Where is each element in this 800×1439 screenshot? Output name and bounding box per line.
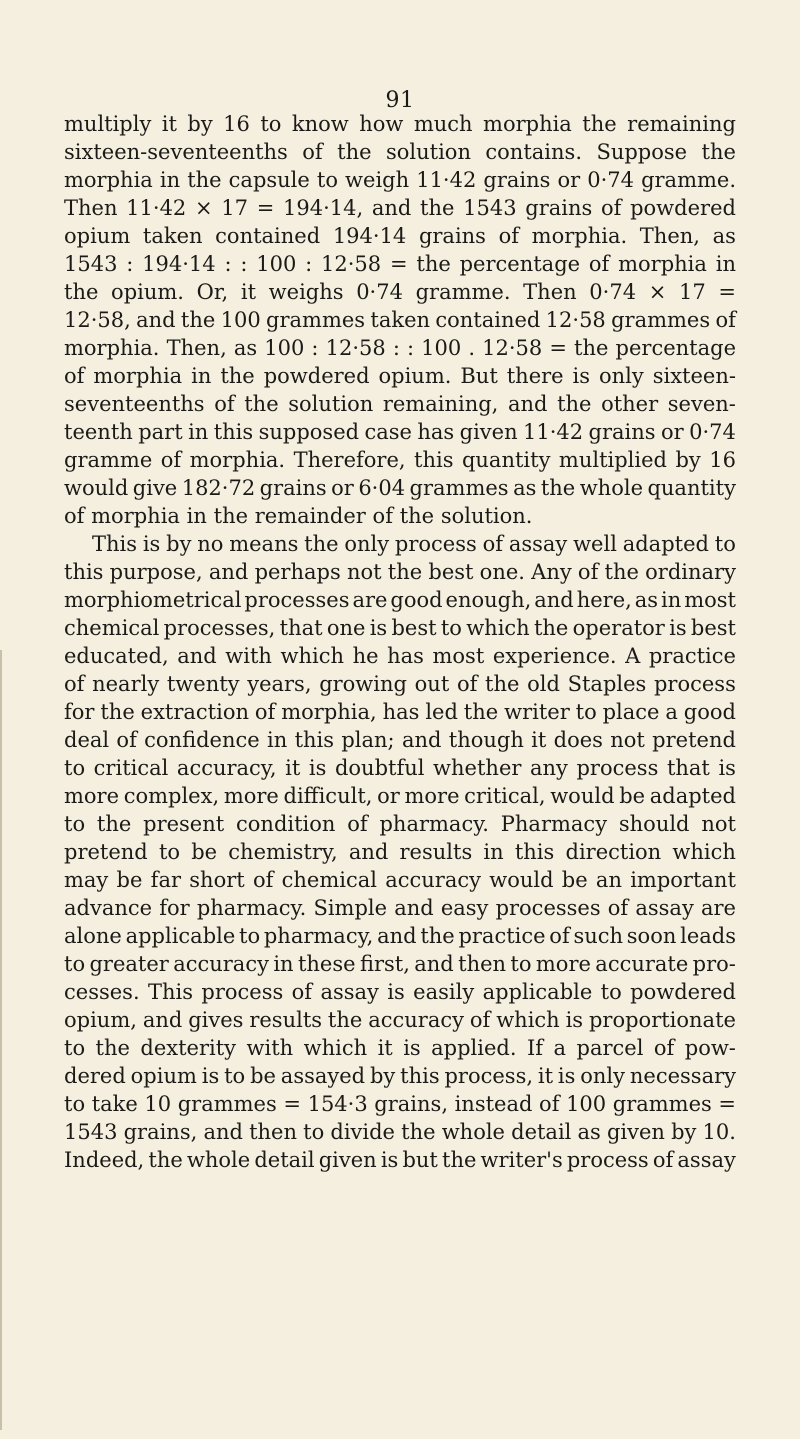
text-line: gramme of morphia. Therefore, this quantity multiplied by 16 [64,448,736,472]
text-line: morphia in the capsule to weigh 11·42 grains or 0·74 gramme. [64,168,736,192]
text-line: pretend to be chemistry, and results in this direction which [64,840,736,864]
text-line: more complex, more difficult, or more critical, would be adapted [64,784,736,808]
text-line: alone applicable to pharmacy, and the practice of such soon leads [64,924,736,948]
text-line: 1543 grains, and then to divide the whole detail as given by 10. [64,1120,736,1144]
text-line: multiply it by 16 to know how much morphia the remaining [64,112,736,136]
text-line: This is by no means the only process of assay well adapted to [92,532,736,556]
text-line: dered opium is to be assayed by this process, it is only necessary [64,1064,736,1088]
text-line: 12·58, and the 100 grammes taken contained 12·58 grammes of [64,308,736,332]
text-line: morphiometrical processes are good enough, and here, as in most [64,588,736,612]
text-line: to the present condition of pharmacy. Pharmacy should not [64,812,736,836]
text-line: to take 10 grammes = 154·3 grains, instead of 100 grammes = [64,1092,736,1116]
text-line: deal of confidence in this plan; and though it does not pretend [64,728,736,752]
text-line: advance for pharmacy. Simple and easy processes of assay are [64,896,736,920]
text-line: Then 11·42 × 17 = 194·14, and the 1543 grains of powdered [64,196,736,220]
text-line: would give 182·72 grains or 6·04 grammes as the whole quantity [64,476,736,500]
page-edge-rule [0,650,2,1430]
text-line: this purpose, and perhaps not the best one. Any of the ordinary [64,560,736,584]
text-line: the opium. Or, it weighs 0·74 gramme. Then 0·74 × 17 = [64,280,736,304]
text-line: Indeed, the whole detail given is but the writer's process of assay [64,1148,736,1172]
text-line: cesses. This process of assay is easily applicable to powdered [64,980,736,1004]
text-line: sixteen-seventeenths of the solution contains. Suppose the [64,140,736,164]
text-line: educated, and with which he has most experience. A practice [64,644,736,668]
page-number: 91 [385,88,415,113]
body-text [64,110,736,1174]
text-line: to critical accuracy, it is doubtful whether any process that is [64,756,736,780]
text-line: for the extraction of morphia, has led the writer to place a good [64,700,736,724]
text-line: of morphia in the powdered opium. But there is only sixteen- [64,364,736,388]
text-line: opium taken contained 194·14 grains of morphia. Then, as [64,224,736,248]
text-line: opium, and gives results the accuracy of which is proportionate [64,1008,736,1032]
text-line: morphia. Then, as 100 : 12·58 : : 100 . 12·58 = the percentage [64,336,736,360]
text-line: may be far short of chemical accuracy would be an important [64,868,736,892]
text-line: of morphia in the remainder of the solution. [64,504,533,528]
text-line: to the dexterity with which it is applied. If a parcel of pow- [64,1036,736,1060]
text-line: 1543 : 194·14 : : 100 : 12·58 = the percentage of morphia in [64,252,736,276]
text-line: teenth part in this supposed case has given 11·42 grains or 0·74 [64,420,736,444]
text-line: of nearly twenty years, growing out of the old Staples process [64,672,736,696]
text-line: chemical processes, that one is best to which the operator is best [64,616,736,640]
text-line: seventeenths of the solution remaining, and the other seven- [64,392,736,416]
text-line: to greater accuracy in these first, and then to more accurate pro- [64,952,736,976]
